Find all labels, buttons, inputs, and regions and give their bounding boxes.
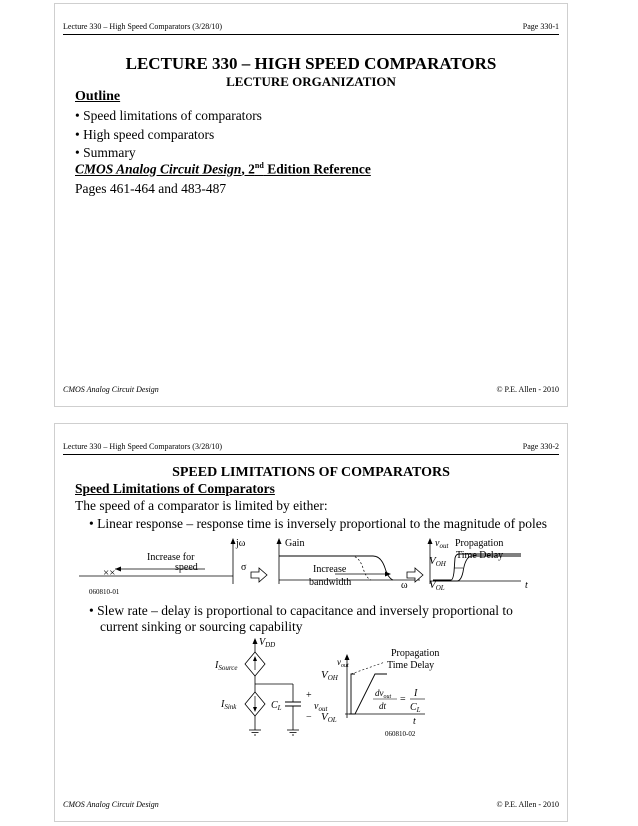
outline-heading: Outline — [75, 89, 121, 104]
slew-propagation-label: Propagation — [391, 648, 440, 659]
jw-label: jω — [236, 538, 246, 549]
reference-book-title: CMOS Analog Circuit Design — [75, 161, 242, 177]
reference-edition-sup: nd — [254, 161, 264, 170]
jw-axis-arrow — [231, 538, 236, 544]
gain-label: Gain — [285, 538, 305, 549]
current-numerator: I — [414, 688, 418, 699]
pole-marks: ×× — [103, 567, 116, 579]
slew-vout-label: $v_{out}$ — [337, 657, 349, 669]
increase-speed-arrowhead — [115, 567, 121, 572]
slide-header — [63, 20, 559, 35]
dvdt-numerator: $dv_{out}$ — [375, 688, 392, 700]
speed-label: speed — [175, 562, 198, 573]
linear-response-figure — [55, 536, 567, 606]
figure-id-1: 060810-01 — [89, 588, 120, 596]
increase-label: Increase — [313, 564, 347, 575]
isink-label: $I_{Sink}$ — [221, 699, 237, 711]
slide-page-2 — [54, 423, 568, 822]
slide-page-1 — [54, 3, 568, 407]
plus-sign: + — [306, 690, 312, 701]
capacitance-denominator: $C_L$ — [410, 702, 421, 714]
minus-sign: − — [306, 712, 312, 723]
reference-edition: , 2 — [241, 161, 255, 177]
header-page-number: Page 330-2 — [522, 442, 559, 451]
vdd-arrow — [253, 638, 258, 644]
increase-for-label: Increase for — [147, 552, 195, 563]
voh-label: VOH — [429, 555, 446, 568]
equals-sign: = — [400, 694, 406, 705]
header-page-number: Page 330-1 — [522, 22, 559, 31]
slide-header — [63, 440, 559, 455]
reference-line — [75, 161, 371, 178]
bullet-slew-rate-line2: current sinking or sourcing capability — [100, 619, 303, 634]
t-label: t — [525, 580, 528, 591]
slide-title: SPEED LIMITATIONS OF COMPARATORS — [172, 465, 450, 480]
transition-arrow-1 — [251, 568, 267, 582]
slew-vout-arrow — [345, 654, 350, 660]
dvdt-denominator: dt — [379, 701, 387, 711]
section-heading: Speed Limitations of Comparators — [75, 481, 275, 496]
vol-label: VOL — [429, 579, 445, 592]
figure-id-2: 060810-02 — [385, 730, 416, 738]
header-left: Lecture 330 – High Speed Comparators (3/28/10) — [63, 22, 223, 31]
slew-vol-label: VOL — [321, 711, 337, 724]
propagation-label: Propagation — [455, 538, 504, 549]
cl-label: $C_L$ — [271, 700, 282, 712]
bullet-slew-rate-line1: • Slew rate – delay is proportional to capacitance and inversely proportional to — [89, 603, 513, 618]
voh-dashed — [351, 662, 385, 674]
reference-rest: Edition Reference — [263, 161, 371, 177]
omega-label: ω — [401, 580, 408, 591]
footer-left: CMOS Analog Circuit Design — [63, 385, 159, 394]
outline-item-3: • Summary — [75, 145, 136, 160]
footer-copyright: © P.E. Allen - 2010 — [496, 385, 559, 394]
time-delay-label: Time Delay — [456, 550, 504, 561]
gain-axis-arrow — [277, 538, 282, 544]
bullet-linear-response: • Linear response – response time is inversely proportional to the magnitude of poles — [89, 516, 547, 531]
outline-item-2: • High speed comparators — [75, 127, 215, 142]
lecture-subtitle: LECTURE ORGANIZATION — [226, 74, 396, 89]
reference-pages: Pages 461-464 and 483-487 — [75, 181, 227, 196]
slew-rate-figure — [55, 634, 567, 769]
sigma-label: σ — [241, 562, 247, 573]
slew-step-input — [349, 674, 355, 714]
lecture-title: LECTURE 330 – HIGH SPEED COMPARATORS — [125, 54, 497, 73]
header-left: Lecture 330 – High Speed Comparators (3/28/10) — [63, 442, 223, 451]
bandwidth-label: bandwidth — [309, 577, 352, 588]
slew-t-label: t — [413, 716, 416, 727]
vout-label: $v_{out}$ — [435, 538, 449, 550]
slew-voh-label: VOH — [321, 669, 338, 682]
footer-copyright: © P.E. Allen - 2010 — [496, 800, 559, 809]
slew-time-delay-label: Time Delay — [387, 660, 435, 671]
footer-left: CMOS Analog Circuit Design — [63, 800, 159, 809]
vout-circuit-label: $v_{out}$ — [314, 701, 328, 713]
vout-axis-arrow — [428, 538, 433, 544]
vdd-label: $V_{DD}$ — [259, 637, 276, 649]
intro-text: The speed of a comparator is limited by either: — [75, 498, 328, 513]
isource-label: $I_{Source}$ — [215, 660, 238, 672]
outline-item-1: • Speed limitations of comparators — [75, 108, 262, 123]
